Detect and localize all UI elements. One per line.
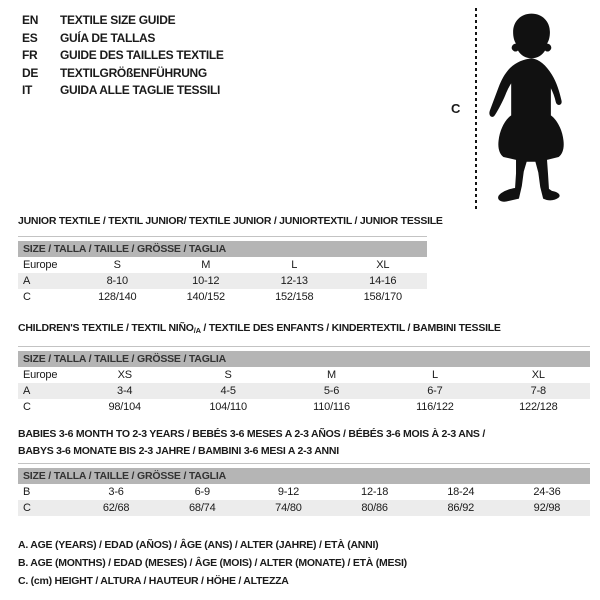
cell: 74/80 bbox=[275, 502, 302, 514]
row-label: C bbox=[23, 502, 31, 514]
table-title-line1: BABIES 3-6 MONTH TO 2-3 YEARS / BEBÉS 3-6 MESES A 2-3 AÑOS / BÉBÉS 3-6 MOIS À 2-3 ANS / bbox=[18, 428, 486, 440]
cell: 9-12 bbox=[277, 486, 300, 498]
row-label: A bbox=[23, 385, 31, 397]
footnote-b: B. AGE (MONTHS) / EDAD (MESES) / ÂGE (MOIS) / ALTER (MONATE) / ETÀ (MESI) bbox=[18, 557, 407, 569]
cell: S bbox=[113, 259, 121, 271]
table-title: JUNIOR TEXTILE / TEXTIL JUNIOR/ TEXTILE JUNIOR / JUNIORTEXTIL / JUNIOR TESSILE bbox=[18, 215, 443, 227]
title-part: CHILDREN'S TEXTILE / TEXTIL NIÑO bbox=[18, 322, 194, 334]
cell: 116/122 bbox=[416, 401, 454, 413]
footnote-a: A. AGE (YEARS) / EDAD (AÑOS) / ÂGE (ANS) / ALTER (JAHRE) / ETÀ (ANNI) bbox=[18, 539, 379, 551]
row-label: Europe bbox=[23, 259, 58, 271]
table-row-europe bbox=[18, 367, 590, 383]
cell: 86/92 bbox=[447, 502, 475, 514]
lang-code: EN bbox=[22, 13, 39, 27]
table-row-height bbox=[18, 500, 590, 516]
title-subscript: /A bbox=[193, 326, 201, 335]
cell: 6-7 bbox=[427, 385, 443, 397]
lang-code: IT bbox=[22, 83, 33, 97]
cell: 128/140 bbox=[98, 291, 137, 303]
row-label: C bbox=[23, 401, 31, 413]
legend-footnotes bbox=[18, 536, 407, 590]
table-title bbox=[18, 322, 590, 337]
table-row-age-months bbox=[18, 484, 590, 500]
cell: 4-5 bbox=[220, 385, 236, 397]
cell: 98/104 bbox=[108, 401, 141, 413]
cell: L bbox=[431, 369, 438, 381]
lang-row-it bbox=[22, 82, 224, 100]
title-part: / TEXTILE DES ENFANTS / KINDERTEXTIL / BAMBINI TESSILE bbox=[200, 322, 501, 334]
cell: 3-4 bbox=[117, 385, 133, 397]
lang-label: TEXTILGRÖßENFÜHRUNG bbox=[60, 65, 207, 80]
lang-label: GUÍA DE TALLAS bbox=[60, 30, 156, 45]
table-row-age bbox=[18, 383, 590, 399]
cell: 110/116 bbox=[313, 401, 350, 413]
divider-line bbox=[18, 346, 590, 347]
language-title-list bbox=[22, 12, 224, 100]
lang-row-en bbox=[22, 12, 224, 30]
row-label: C bbox=[23, 291, 31, 303]
cell: M bbox=[327, 369, 336, 381]
cell: 92/98 bbox=[533, 502, 561, 514]
table-row-height bbox=[18, 289, 427, 305]
divider-line bbox=[18, 463, 590, 464]
lang-code: FR bbox=[22, 48, 38, 62]
children-size-table bbox=[18, 322, 590, 415]
table-row-europe bbox=[18, 257, 427, 273]
cell: L bbox=[291, 259, 298, 271]
cell: M bbox=[201, 259, 211, 271]
cell: 24-36 bbox=[533, 486, 561, 498]
cell: 140/152 bbox=[186, 291, 225, 303]
footnote-c: C. (cm) HEIGHT / ALTURA / HAUTEUR / HÖHE / ALTEZZA bbox=[18, 575, 289, 587]
lang-label: TEXTILE SIZE GUIDE bbox=[60, 13, 176, 27]
lang-code: DE bbox=[22, 65, 39, 80]
cell: 62/68 bbox=[102, 502, 130, 514]
cell: 6-9 bbox=[194, 486, 210, 498]
row-label: Europe bbox=[23, 369, 58, 381]
cell: 8-10 bbox=[106, 275, 128, 287]
junior-size-table bbox=[18, 215, 443, 305]
cell: 3-6 bbox=[108, 486, 124, 498]
toddler-silhouette-image bbox=[486, 8, 578, 212]
lang-row-fr bbox=[22, 47, 224, 65]
cell: 18-24 bbox=[447, 486, 475, 498]
cell: 12-13 bbox=[280, 275, 308, 287]
table-row-age bbox=[18, 273, 427, 289]
cell: 68/74 bbox=[188, 502, 216, 514]
height-measure-label: C bbox=[451, 101, 461, 116]
table-title-line2: BABYS 3-6 MONATE BIS 2-3 JAHRE / BAMBINI 3-6 MESI A 2-3 ANNI bbox=[18, 445, 339, 457]
size-header-bar: SIZE / TALLA / TAILLE / GRÖSSE / TAGLIA bbox=[18, 241, 427, 257]
cell: 152/158 bbox=[275, 291, 314, 303]
lang-label: GUIDA ALLE TAGLIE TESSILI bbox=[60, 83, 221, 97]
table-row-height bbox=[18, 399, 590, 415]
cell: 80/86 bbox=[361, 502, 388, 514]
cell: XL bbox=[531, 369, 545, 381]
cell: XS bbox=[117, 369, 132, 381]
cell: 104/110 bbox=[209, 401, 247, 413]
lang-code: ES bbox=[22, 30, 38, 45]
lang-label: GUIDE DES TAILLES TEXTILE bbox=[60, 48, 224, 62]
babies-size-table bbox=[18, 428, 590, 516]
cell: 12-18 bbox=[361, 486, 389, 498]
lang-row-es bbox=[22, 30, 224, 48]
cell: 158/170 bbox=[363, 291, 402, 303]
height-measure-dashed-line bbox=[475, 8, 477, 209]
cell: 122/128 bbox=[519, 401, 558, 413]
size-header-bar: SIZE / TALLA / TAILLE / GRÖSSE / TAGLIA bbox=[18, 468, 590, 484]
cell: 7-8 bbox=[530, 385, 546, 397]
cell: 10-12 bbox=[192, 275, 220, 287]
cell: S bbox=[224, 369, 232, 381]
row-label: B bbox=[23, 486, 31, 498]
size-header-bar: SIZE / TALLA / TAILLE / GRÖSSE / TAGLIA bbox=[18, 351, 590, 367]
cell: 14-16 bbox=[369, 275, 397, 287]
cell: XL bbox=[376, 259, 390, 271]
lang-row-de bbox=[22, 65, 224, 83]
divider-line bbox=[18, 236, 427, 237]
row-label: A bbox=[23, 275, 31, 287]
cell: 5-6 bbox=[323, 385, 340, 397]
